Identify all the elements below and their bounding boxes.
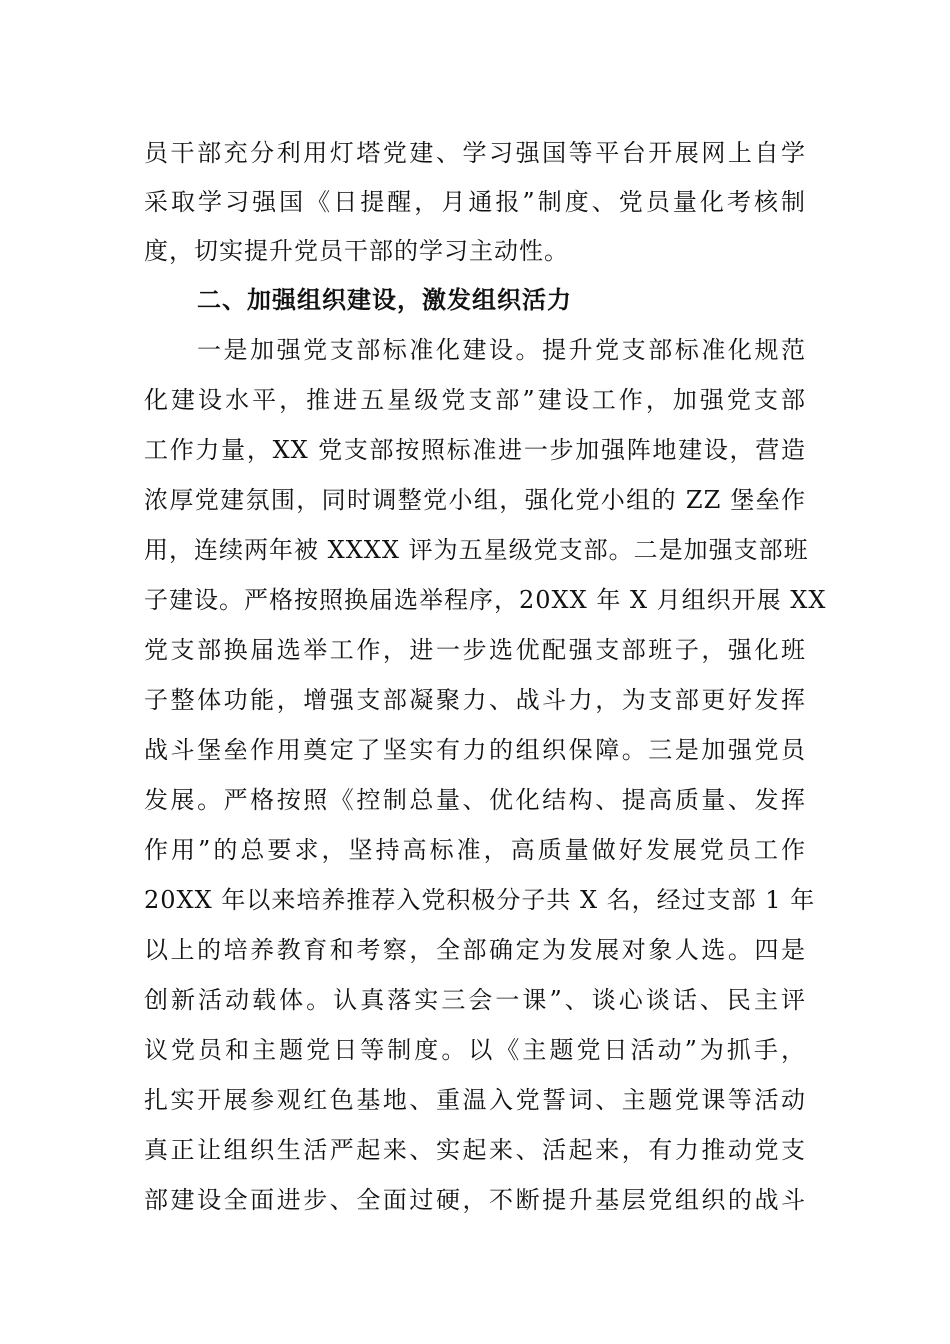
paragraph-line: 党支部换届选举工作，进一步选优配强支部班子，强化班	[144, 636, 806, 664]
paragraph-line: 员干部充分利用灯塔党建、学习强国等平台开展网上自学	[144, 139, 806, 167]
paragraph-line: 发展。严格按照《控制总量、优化结构、提高质量、发挥	[144, 786, 806, 814]
paragraph-line: 部建设全面进步、全面过硬，不断提升基层党组织的战斗	[144, 1186, 806, 1214]
paragraph-line: 子整体功能，增强支部凝聚力、战斗力，为支部更好发挥	[144, 686, 806, 714]
paragraph-line: 扎实开展参观红色基地、重温入党誓词、主题党课等活动	[144, 1086, 806, 1114]
paragraph-line: 真正让组织生活严起来、实起来、活起来，有力推动党支	[144, 1136, 806, 1164]
paragraph-line: 20XX 年以来培养推荐入党积极分子共 X 名，经过支部 1 年	[144, 886, 816, 914]
section-heading: 二、加强组织建设，激发组织活力	[197, 286, 572, 314]
paragraph-line: 用，连续两年被 XXXX 评为五星级党支部。二是加强支部班	[144, 536, 809, 564]
paragraph-line: 浓厚党建氛围，同时调整党小组，强化党小组的 ZZ 堡垒作	[144, 486, 806, 514]
paragraph-line: 一是加强党支部标准化建设。提升党支部标准化规范	[197, 336, 806, 364]
paragraph-line: 以上的培养教育和考察，全部确定为发展对象人选。四是	[144, 936, 806, 964]
paragraph-line: 化建设水平，推进五星级党支部”建设工作，加强党支部	[144, 386, 806, 414]
paragraph-line: 作用”的总要求，坚持高标准，高质量做好发展党员工作	[144, 836, 806, 864]
paragraph-line: 工作力量，XX 党支部按照标准进一步加强阵地建设，营造	[144, 436, 806, 464]
paragraph-line: 创新活动载体。认真落实三会一课”、谈心谈话、民主评	[144, 986, 806, 1014]
paragraph-line: 采取学习强国《日提醒，月通报”制度、党员量化考核制	[144, 188, 806, 216]
paragraph-line: 度，切实提升党员干部的学习主动性。	[144, 237, 569, 265]
paragraph-line: 战斗堡垒作用奠定了坚实有力的组织保障。三是加强党员	[144, 736, 806, 764]
paragraph-line: 议党员和主题党日等制度。以《主题党日活动”为抓手，	[144, 1036, 806, 1064]
paragraph-line: 子建设。严格按照换届选举程序，20XX 年 X 月组织开展 XX	[144, 586, 827, 614]
